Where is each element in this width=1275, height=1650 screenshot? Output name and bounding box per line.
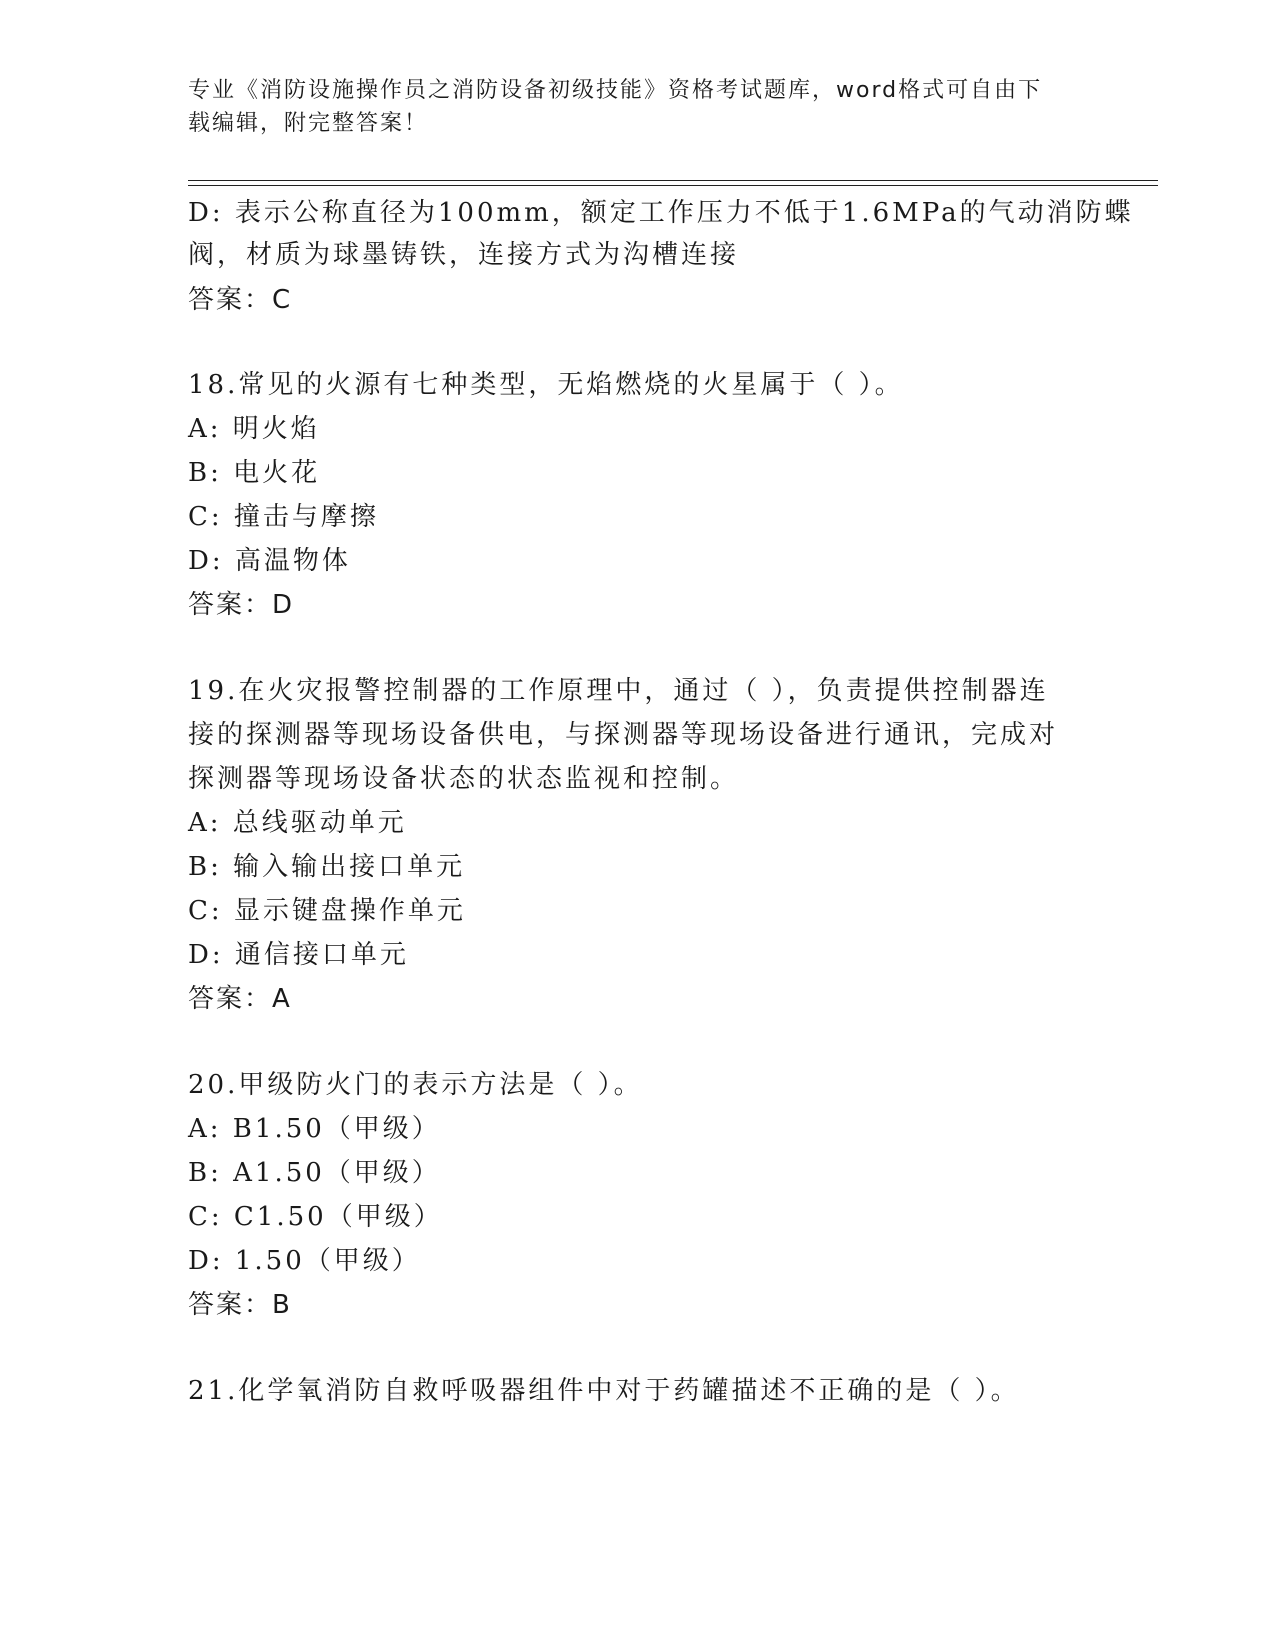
q19-question-line-1: 19.在火灾报警控制器的工作原理中，通过（ ），负责提供控制器连 xyxy=(188,676,1049,706)
header-line-2: 载编辑，附完整答案！ xyxy=(188,111,429,136)
document-header xyxy=(188,74,1088,140)
q18-question: 18.常见的火源有七种类型，无焰燃烧的火星属于（ ）。 xyxy=(188,370,904,400)
q19-option-d: D: 通信接口单元 xyxy=(188,940,409,970)
q19-question-line-3: 探测器等现场设备状态的状态监视和控制。 xyxy=(188,764,740,794)
q20-answer: 答案：B xyxy=(188,1290,292,1320)
q21-question: 21.化学氧消防自救呼吸器组件中对于药罐描述不正确的是（ ）。 xyxy=(188,1376,1020,1406)
q19-answer: 答案：A xyxy=(188,984,292,1014)
header-line-1: 专业《消防设施操作员之消防设备初级技能》资格考试题库，word格式可自由下 xyxy=(188,78,1043,103)
q19-question-line-2: 接的探测器等现场设备供电，与探测器等现场设备进行通讯，完成对 xyxy=(188,720,1059,750)
q18-option-d: D: 高温物体 xyxy=(188,546,351,576)
q19-option-c: C: 显示键盘操作单元 xyxy=(188,896,466,926)
prev-option-d-line-2: 阀，材质为球墨铸铁，连接方式为沟槽连接 xyxy=(188,240,740,270)
q20-option-b: B: A1.50（甲级） xyxy=(188,1158,441,1188)
q19-option-a: A: 总线驱动单元 xyxy=(188,808,407,838)
q20-question: 20.甲级防火门的表示方法是（ ）。 xyxy=(188,1070,643,1100)
q18-answer: 答案：D xyxy=(188,590,295,620)
q18-option-a: A: 明火焰 xyxy=(188,414,320,444)
q20-option-c: C: C1.50（甲级） xyxy=(188,1202,443,1232)
header-divider-top xyxy=(188,180,1158,181)
q19-option-b: B: 输入输出接口单元 xyxy=(188,852,466,882)
q20-option-d: D: 1.50（甲级） xyxy=(188,1246,421,1276)
q18-option-b: B: 电火花 xyxy=(188,458,321,488)
q20-option-a: A: B1.50（甲级） xyxy=(188,1114,441,1144)
header-divider-bottom xyxy=(188,185,1158,186)
q18-option-c: C: 撞击与摩擦 xyxy=(188,502,379,532)
prev-answer: 答案：C xyxy=(188,285,293,315)
prev-option-d-line-1: D: 表示公称直径为100mm，额定工作压力不低于1.6MPa的气动消防蝶 xyxy=(188,198,1134,228)
